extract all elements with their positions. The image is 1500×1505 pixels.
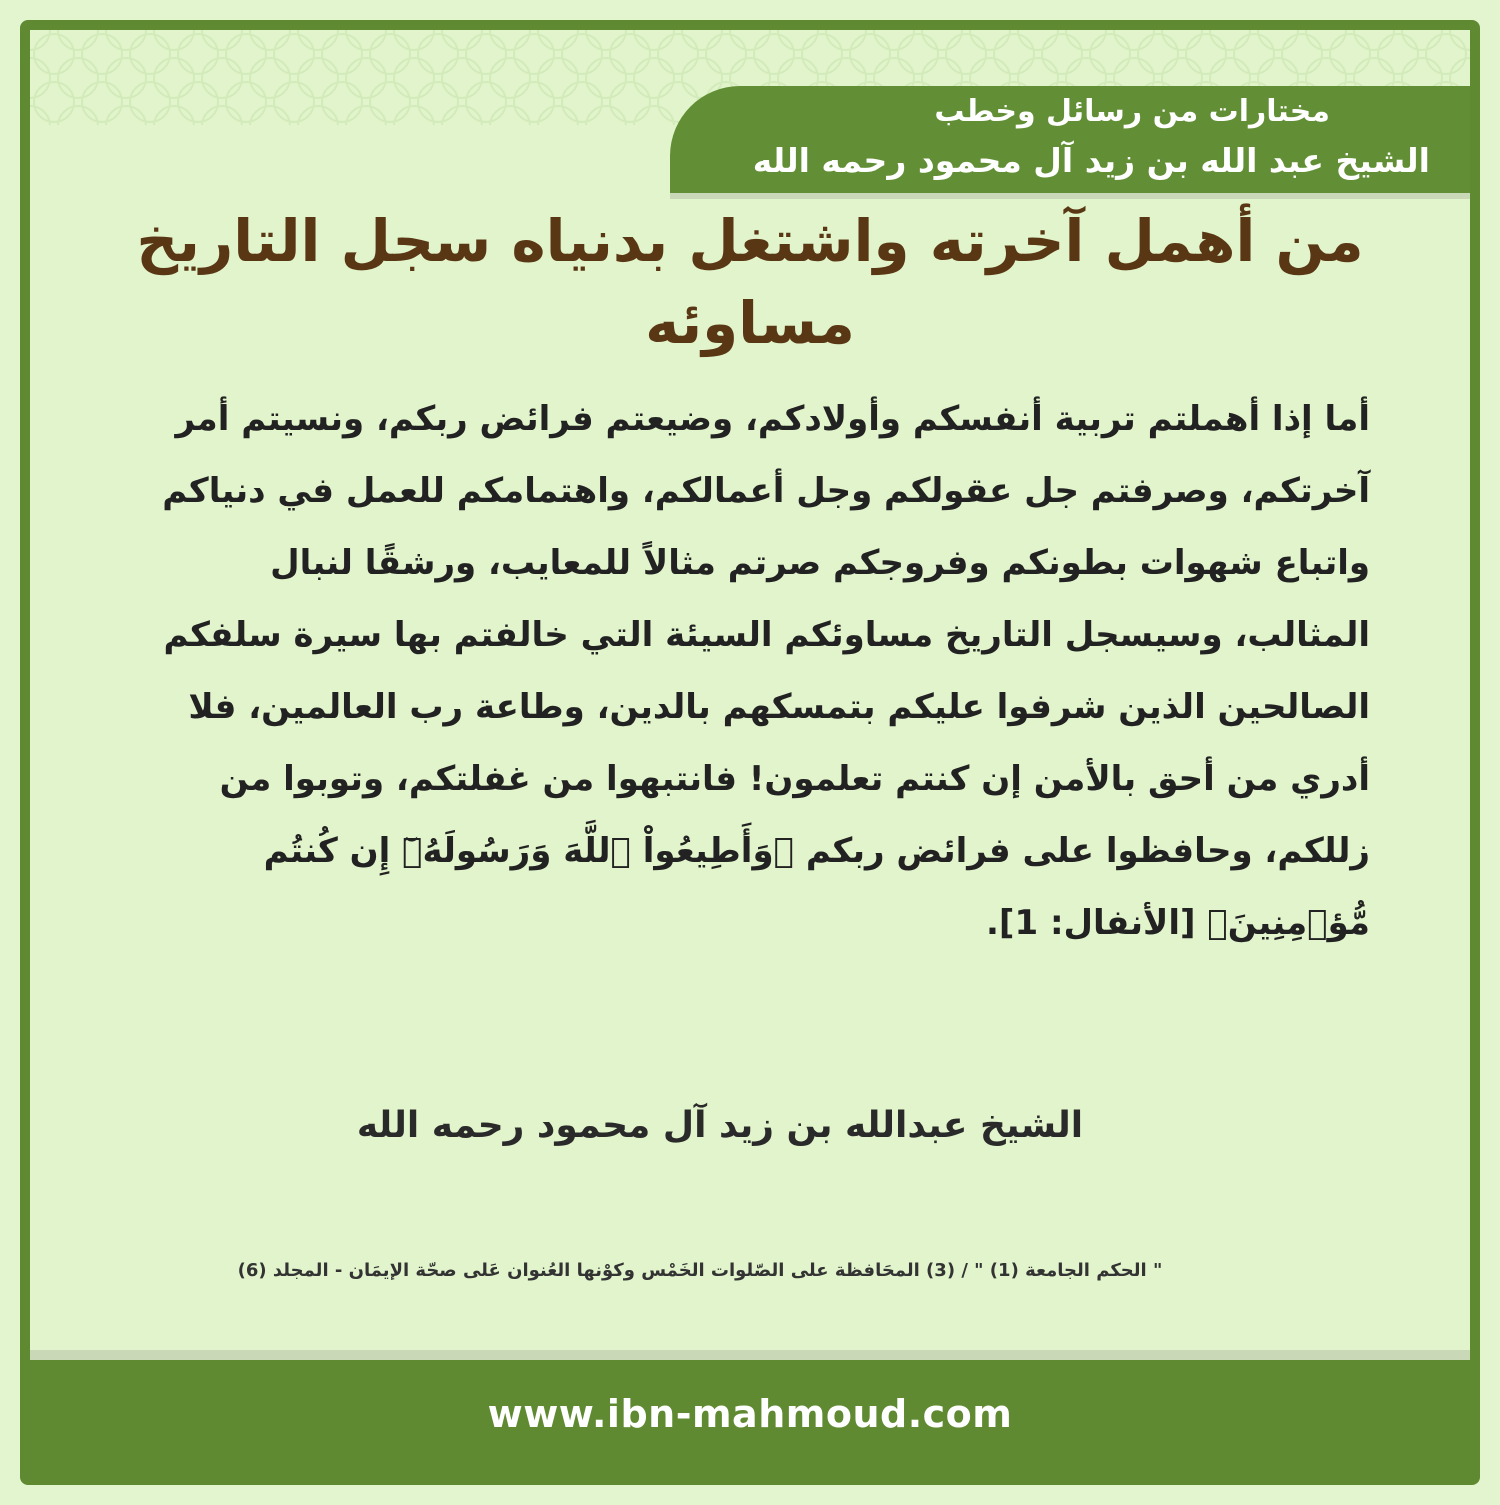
website-link[interactable]: www.ibn-mahmoud.com bbox=[487, 1392, 1013, 1436]
verse-citation: [الأنفال: 1]. bbox=[985, 903, 1208, 943]
panel-shadow bbox=[30, 1350, 1470, 1360]
header-subtitle: مختارات من رسائل وخطب bbox=[934, 94, 1330, 129]
page-title: من أهمل آخرته واشتغل بدنياه سجل التاريخ مساوئه bbox=[136, 207, 1364, 357]
body-main-text: أما إذا أهملتم تربية أنفسكم وأولادكم، وضيعتم فرائض ربكم، ونسيتم أمر آخرتكم، وصرفتم جل عقولكم وجل أعمالكم، واهتمامكم للعمل في دنياكم واتباع شهوات بطونكم وفروجكم صرتم مثالاً للمعايب، ورشقًا لنبال المثالب، وسيسجل التاريخ مساوئكم السيئة التي خالفتم بها سيرة سلفكم الصالحين الذين شرفوا عليكم بتمسكهم بالدين، وطاعة رب العالمين، فلا أدري من أحق بالأمن إن كنتم تعلمون! فانتبهوا من غفلتكم، وتوبوا من زللكم، وحافظوا على فرائض ربكم bbox=[162, 399, 1370, 871]
header-author: الشيخ عبد الله بن زيد آل محمود رحمه الله bbox=[752, 141, 1430, 180]
header-band bbox=[670, 86, 1470, 193]
quran-verse: ﴿وَأَطِيعُواْ ٱللَّهَ وَرَسُولَهُۥٓ إِن كُنتُم مُّؤۡمِنِينَ﴾ bbox=[263, 831, 1370, 943]
signature: الشيخ عبدالله بن زيد آل محمود رحمه الله bbox=[356, 1105, 1084, 1146]
source-reference: " الحكم الجامعة (1) " / (3) المحَافظة على الصّلوات الخَمْس وكوْنها العُنوان عَلى صحّة الإيمَان - المجلد (6) bbox=[237, 1260, 1163, 1281]
body-paragraph bbox=[130, 383, 1370, 959]
